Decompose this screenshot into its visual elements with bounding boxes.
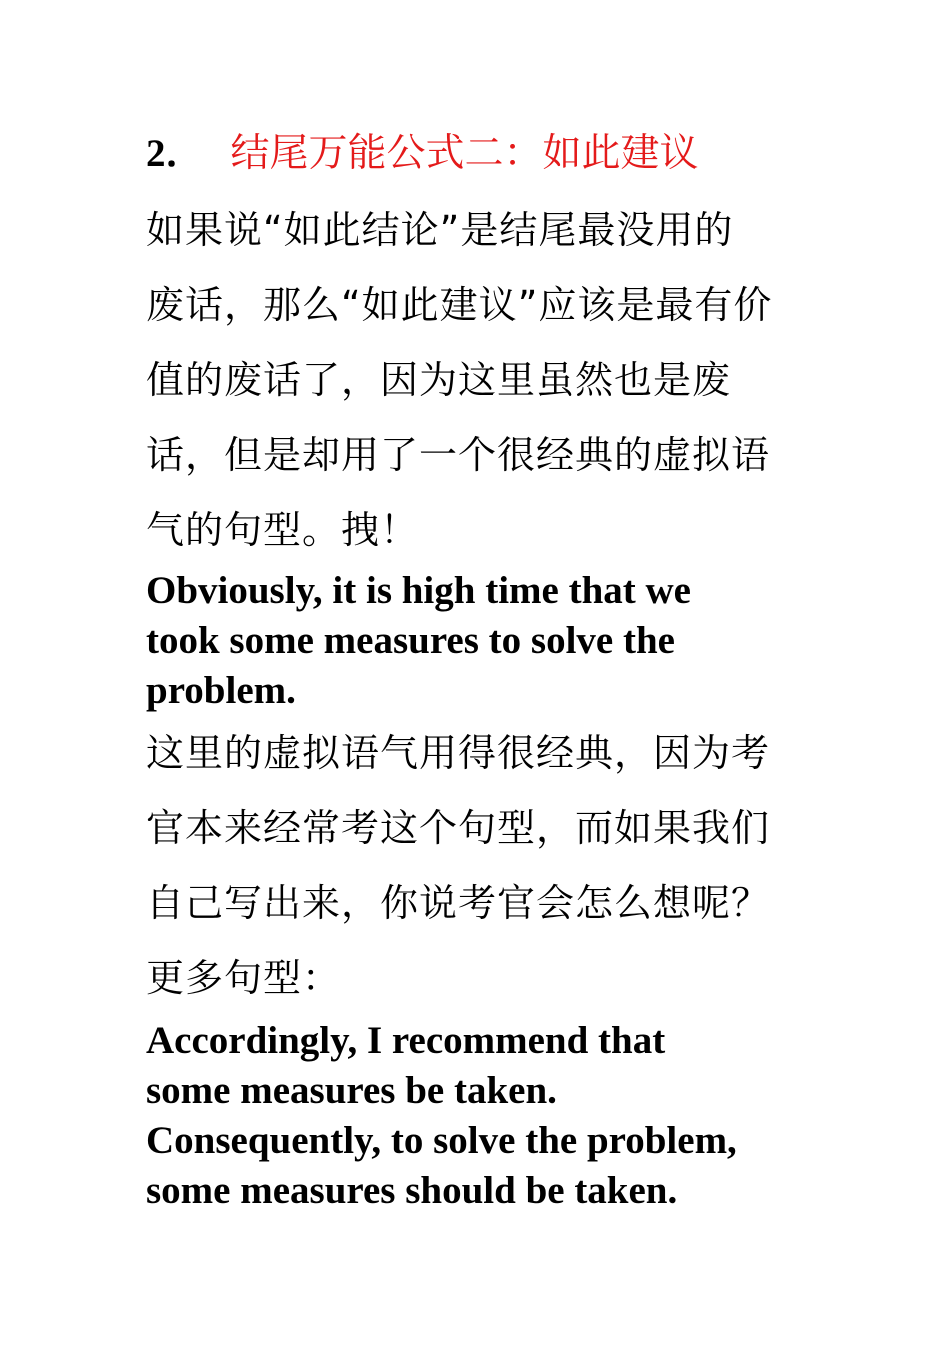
section-number: 2．	[146, 132, 205, 175]
explanation-line: 更多句型：	[146, 956, 342, 1000]
intro-line: 废话，那么“如此建议”应该是最有价	[146, 283, 773, 327]
explanation-paragraph	[146, 716, 816, 1016]
intro-line: 气的句型。拽！	[146, 508, 420, 552]
more-line: Accordingly, I recommend that	[146, 1019, 666, 1062]
explanation-line: 这里的虚拟语气用得很经典，因为考	[146, 731, 771, 775]
more-sentences	[146, 1016, 737, 1216]
intro-line: 话，但是却用了一个很经典的虚拟语	[146, 433, 771, 477]
more-line: some measures should be taken.	[146, 1169, 678, 1212]
explanation-line: 自己写出来，你说考官会怎么想呢？	[146, 881, 771, 925]
example-sentence	[146, 566, 691, 716]
more-line: some measures be taken.	[146, 1069, 557, 1112]
section-heading	[146, 128, 699, 180]
section-title: 结尾万能公式二：如此建议	[230, 131, 699, 176]
explanation-line: 官本来经常考这个句型，而如果我们	[146, 806, 771, 850]
intro-line: 值的废话了，因为这里虽然也是废	[146, 358, 732, 402]
more-line: Consequently, to solve the problem,	[146, 1119, 737, 1162]
example-line: problem.	[146, 669, 296, 712]
intro-line: 如果说“如此结论”是结尾最没用的	[146, 208, 734, 252]
intro-paragraph	[146, 193, 816, 568]
example-line: took some measures to solve the	[146, 619, 675, 662]
example-line: Obviously, it is high time that we	[146, 569, 691, 612]
